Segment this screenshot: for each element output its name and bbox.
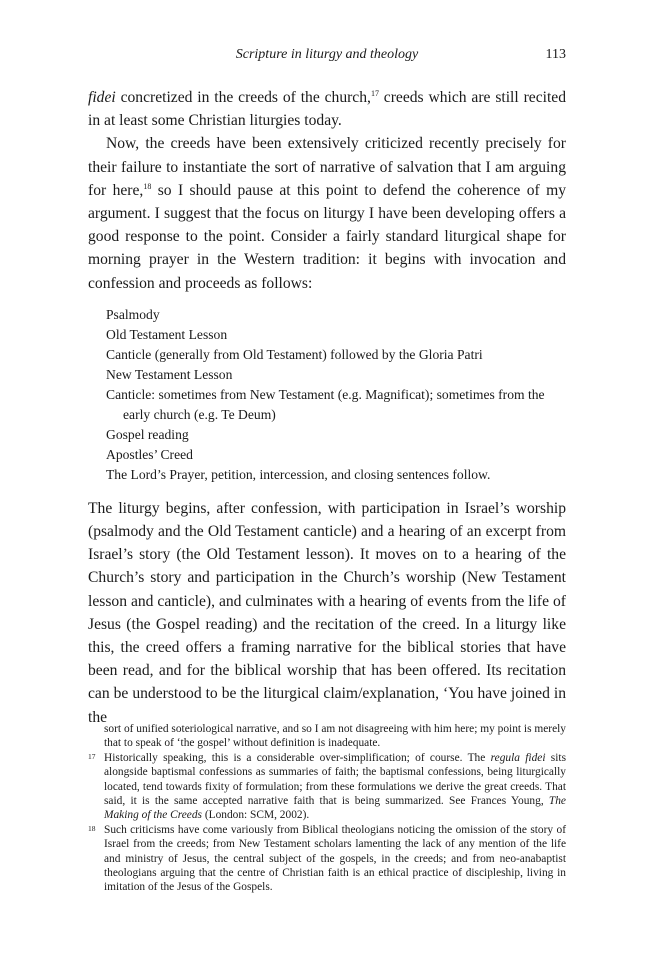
footnote-18 xyxy=(88,823,566,895)
text-run: Historically speaking, this is a considerable over-simplification; of course. The xyxy=(104,751,491,764)
list-item: Psalmody xyxy=(106,306,160,322)
footnote-17 xyxy=(88,751,566,823)
text-run: concretized in the creeds of the church, xyxy=(115,89,371,106)
list-item: Gospel reading xyxy=(106,426,189,442)
list-item: Canticle: sometimes from New Testament (e.g. Magnificat); sometimes from the early church (e.g. Te Deum) xyxy=(106,386,545,422)
text-run: sits alongside baptismal confessions as summaries of faith; the baptismal confessions, being liturgically located, tend towards fixity of formulation; from these formulations we derive the great creeds. That said, it is the same accepted narrative faith that is being summarized. See Frances Young, xyxy=(104,751,566,808)
page-number: 113 xyxy=(545,47,566,62)
text-run: Now, the creeds have been extensively criticized recently precisely for their failure to instantiate the sort of narrative of salvation that I am arguing for here, xyxy=(88,135,566,199)
footnote-number: 17 xyxy=(88,751,96,761)
italic-term: fidei xyxy=(88,89,116,106)
italic-term: regula fidei xyxy=(490,751,546,764)
list-item: New Testament Lesson xyxy=(106,366,233,382)
list-item: Apostles’ Creed xyxy=(106,446,193,462)
main-text xyxy=(88,86,566,729)
footnotes xyxy=(88,722,566,895)
book-title: The Making of the Creeds xyxy=(104,795,566,822)
footnote-number: 18 xyxy=(88,823,96,833)
list-item: The Lord’s Prayer, petition, intercession, and closing sentences follow. xyxy=(106,466,491,482)
text-run: Such criticisms have come variously from Biblical theologians noticing the omission of the story of Israel from the creeds; from New Testament scholars lamenting the lack of any mention of the life and ministry of Jesus, the central subject of the gospels, in the creeds; and from neo-anabaptist theologians arguing that the centre of Christian faith is an ethical practice of discipleship, living in imitation of the Jesus of the Gospels. xyxy=(104,823,566,894)
text-run: so I should pause at this point to defend the coherence of my argument. I suggest that the focus on liturgy I have been developing offers a good response to the point. Consider a fairly standard liturgical shape for morning prayer in the Western tradition: it begins with invocation and confession and proceeds as follows: xyxy=(88,181,567,292)
footnote-ref-18[interactable]: 18 xyxy=(143,181,152,191)
list-item: Canticle (generally from Old Testament) followed by the Gloria Patri xyxy=(106,346,483,362)
text-run: (London: SCM, 2002). xyxy=(201,809,310,822)
paragraph-2 xyxy=(88,132,566,294)
footnote-ref-17[interactable]: 17 xyxy=(370,88,379,98)
running-head: Scripture in liturgy and theology xyxy=(235,47,419,62)
paragraph-1 xyxy=(88,86,566,132)
text-run: creeds which are still recited in at least some Christian liturgies today. xyxy=(88,89,566,130)
list-item: Old Testament Lesson xyxy=(106,326,228,342)
liturgy-order-list xyxy=(106,305,566,485)
paragraph-3: The liturgy begins, after confession, with participation in Israel’s worship (psalmody and the Old Testament canticle) and a hearing of an excerpt from Israel’s story (the Old Testament lesson). It moves on to a hearing of the Church’s story and participation in the Church’s worship (New Testament lesson and canticle), and culminates with a hearing of events from the life of Jesus (the Gospel reading) and the recitation of the creed. In a liturgy like this, the creed offers a framing narrative for the biblical stories that have been read, and for the biblical worship that has been offered. Its recitation can be understood to be the liturgical claim/explanation, ‘You have joined in the xyxy=(88,499,566,726)
page-header xyxy=(88,44,566,68)
footnote-continuation: sort of unified soteriological narrative, and so I am not disagreeing with him here; my point is merely that to speak of ‘the gospel’ without definition is inadequate. xyxy=(104,723,566,750)
